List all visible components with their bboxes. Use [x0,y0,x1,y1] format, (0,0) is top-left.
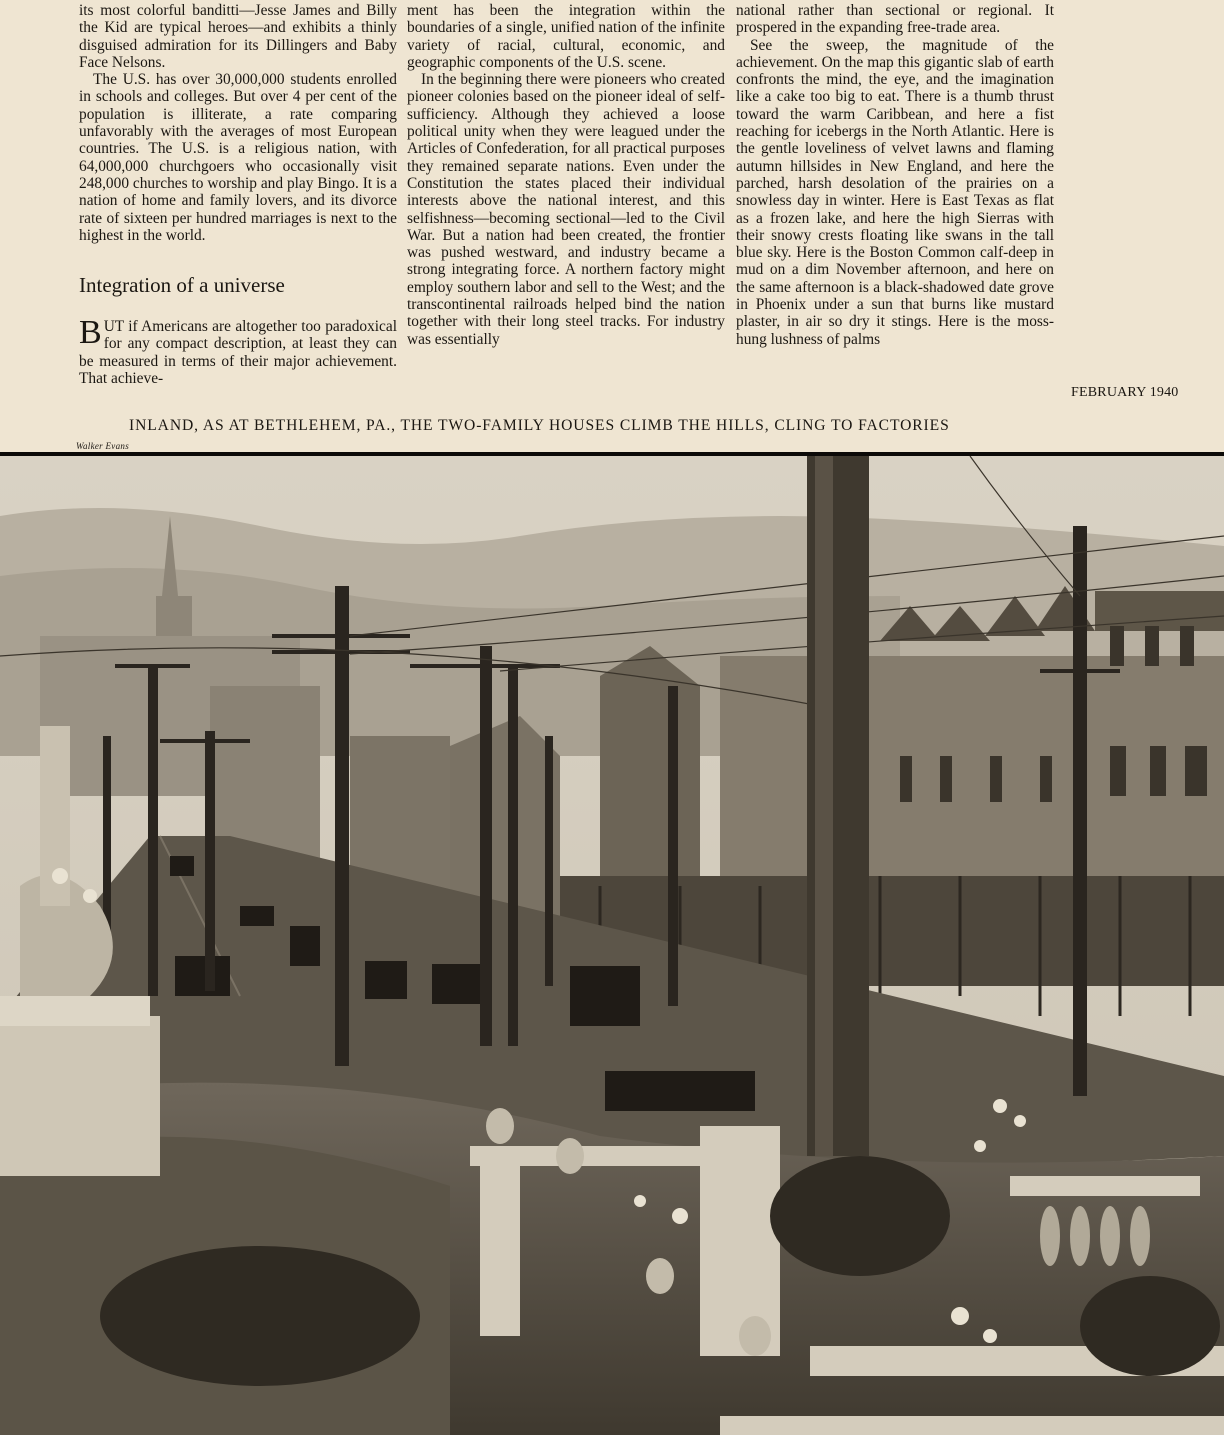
drop-cap: B [79,314,102,352]
paragraph-text: UT if Americans are altogether too paradoxical for any compact description, at least they can be measured in terms of their major achievement. That achieve- [79,318,397,388]
paragraph: national rather than sectional or regional. It prospered in the expanding free-trade area. [736,2,1054,37]
text-column-3 [736,2,1054,348]
paragraph [79,314,397,388]
paragraph: its most colorful banditti—Jesse James and Billy the Kid are typical heroes—and exhibits a thinly disguised admiration for its Dillingers and Baby Face Nelsons. [79,2,397,71]
street-photograph [0,456,1224,1435]
issue-date: FEBRUARY 1940 [1071,385,1179,400]
paragraph: The U.S. has over 30,000,000 students enrolled in schools and colleges. But over 4 per cent of the population is illiterate, a rate comparing unfavorably with the averages of most European countries. The U.S. is a religious nation, with 64,000,000 churchgoers who occasionally visit 248,000 churches to worship and play Bingo. It is a nation of home and family lovers, and its divorce rate of sixteen per hundred marriages is next to the highest in the world. [79,71,397,244]
text-column-2 [407,2,725,348]
paragraph: See the sweep, the magnitude of the achievement. On the map this gigantic slab of earth confronts the mind, the eye, and the imagination like a cake too big to eat. There is a thumb thrust toward the warm Caribbean, and here a fist reaching for icebergs in the North Atlantic. Here is the gentle loveliness of velvet lawns and flaming autumn hillsides in New England, and here the parched, harsh desolation of the prairies on a snowless day in winter. Here is East Texas as flat as a frozen lake, and here the high Sierras with their snowy crests floating like swans in the tall blue sky. Here is the Boston Common calf-deep in mud on a dim November afternoon, and here on the same afternoon is a black-shadowed date grove in Phoenix under a sun that burns like mustard plaster, in air so dry it stings. Here is the moss-hung lushness of palms [736,36,1054,348]
photo-caption: INLAND, AS AT BETHLEHEM, PA., THE TWO-FAMILY HOUSES CLIMB THE HILLS, CLING TO FACTORIES [129,417,950,434]
paragraph: In the beginning there were pioneers who created pioneer colonies based on the pioneer ideal of self-sufficiency. Although they achieved a loose political unity when they were leagued under the Articles of Confederation, for all practical purposes they remained separate nations. Even under the Constitution the states placed their individual interests above the national interest, and this selfishness—becoming sectional—led to the Civil War. But a nation had been created, the frontier was pushed westward, and industry became a strong integrating force. A northern factory might employ southern labor and sell to the West; and the transcontinental railroads helped bind the nation together with their long steel tracks. For industry was essentially [407,71,725,348]
paragraph: ment has been the integration within the boundaries of a single, unified nation of the infinite variety of racial, cultural, economic, and geographic components of the U.S. scene. [407,2,725,71]
text-column-1 [79,2,397,387]
section-heading: Integration of a universe [79,273,285,298]
photo-credit: Walker Evans [76,441,130,451]
